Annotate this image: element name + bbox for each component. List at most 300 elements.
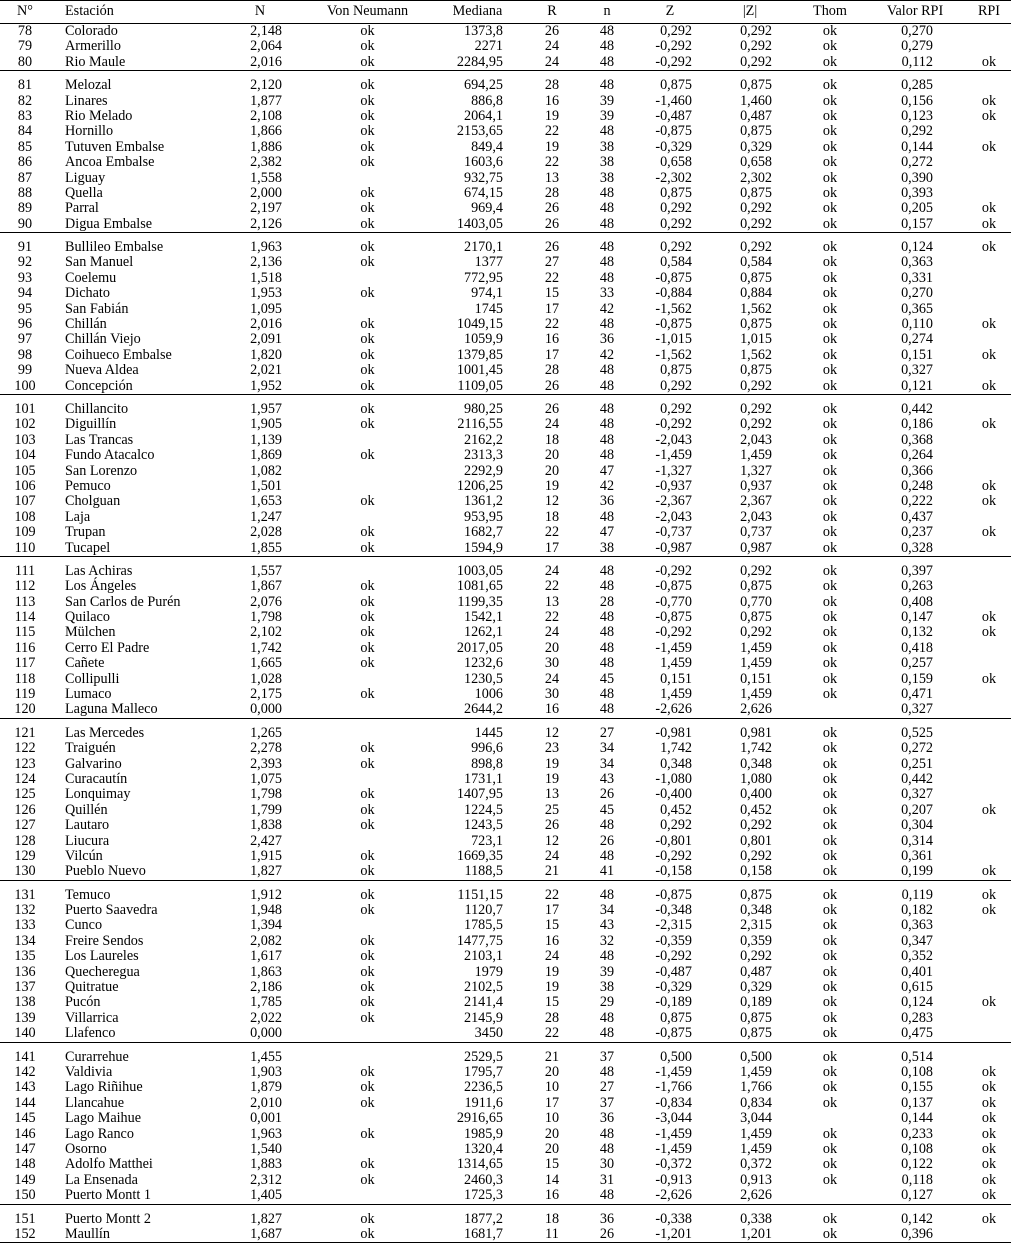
station-name: Tutuven Embalse [65,138,165,155]
station-number: 92 [17,254,33,271]
rpi-flag: ok [981,1140,997,1157]
z-value: -0,359 [655,932,692,949]
n-count: 43 [599,770,615,787]
station-name: Lautaro [65,817,110,834]
n-count: 48 [599,431,615,448]
rpi-flag: ok [981,239,997,256]
rpi-value: 0,361 [901,847,933,864]
thom-value: ok [822,1064,838,1080]
median-value: 2292,9 [463,462,503,479]
median-value: 2017,05 [456,639,503,656]
n-count: 48 [599,609,615,626]
station-number: 82 [17,92,33,109]
median-value: 1049,15 [456,316,503,333]
station-number: 112 [14,578,36,595]
rpi-value: 0,124 [901,994,933,1011]
station-number: 152 [14,1225,36,1242]
n-count: 48 [599,123,615,140]
table-row [0,641,1011,656]
table-row [0,610,1011,625]
r-value: 30 [544,686,560,703]
n-value: 1,869 [250,447,282,464]
station-name: Galvarino [65,755,122,772]
n-count: 48 [599,948,615,965]
station-group [0,233,1011,395]
rpi-flag: ok [981,1171,997,1188]
station-name: Cañete [65,655,105,672]
col-abs-z-header: |Z| [742,3,758,19]
table-row [0,965,1011,980]
table-row [0,78,1011,93]
n-count: 48 [599,38,615,55]
col-estacion-header: Estación [65,3,114,19]
abs-z-value: 1,459 [740,686,772,703]
n-count: 34 [599,755,615,772]
thom-value: ok [822,670,838,687]
rpi-value: 0,327 [901,701,933,718]
rpi-value: 0,270 [901,285,933,302]
median-value: 3450 [474,1025,503,1042]
abs-z-value: 0,372 [740,1156,772,1173]
von-neumann-value: ok [360,239,375,256]
station-number: 150 [14,1187,36,1204]
z-value: 0,292 [660,817,692,834]
r-value: 21 [544,1048,560,1065]
z-value: -0,875 [655,316,692,333]
z-value: -1,327 [655,462,692,479]
table-row [0,240,1011,255]
z-value: -0,987 [655,539,692,556]
median-value: 1361,2 [463,493,503,510]
median-value: 1445 [474,724,503,741]
station-name: Digua Embalse [65,215,153,232]
rpi-flag: ok [981,524,997,541]
rpi-value: 0,159 [901,670,933,687]
thom-value: ok [822,1171,838,1188]
station-name: Pueblo Nuevo [65,863,146,880]
group-divider [0,557,1011,564]
von-neumann-value: ok [360,346,375,363]
station-name: Valdivia [65,1064,113,1080]
z-value: -1,459 [655,1125,692,1142]
n-count: 48 [599,400,615,417]
abs-z-value: 1,015 [740,331,772,348]
station-name: Curarrehue [65,1048,129,1065]
abs-z-value: 2,315 [740,917,772,934]
group-divider [0,719,1011,726]
rpi-value: 0,233 [901,1125,933,1142]
z-value: -0,292 [655,948,692,965]
abs-z-value: 0,770 [740,593,772,610]
abs-z-value: 0,452 [740,801,772,818]
n-value: 1,827 [250,863,282,880]
n-count: 31 [599,1171,615,1188]
rpi-value: 0,352 [901,948,933,965]
station-number: 90 [17,215,33,232]
z-value: 0,875 [660,362,692,379]
n-value: 1,866 [250,123,282,140]
median-value: 2271 [474,38,503,55]
n-value: 1,867 [250,578,282,595]
n-count: 30 [599,1156,615,1173]
thom-value: ok [822,1048,838,1065]
median-value: 980,25 [463,400,503,417]
table-row [0,702,1011,718]
abs-z-value: 3,044 [740,1110,772,1127]
n-value: 1,540 [250,1140,282,1157]
von-neumann-value: ok [360,624,375,641]
rpi-value: 0,144 [901,138,933,155]
rpi-value: 0,314 [901,832,933,849]
r-value: 18 [544,431,560,448]
rpi-value: 0,142 [901,1210,933,1227]
n-value: 1,963 [250,1125,282,1142]
station-number: 131 [14,886,36,903]
rpi-flag: ok [981,1156,997,1173]
z-value: 0,292 [660,400,692,417]
station-number: 107 [14,493,36,510]
von-neumann-value: ok [360,817,375,834]
z-value: -0,292 [655,847,692,864]
rpi-value: 0,471 [901,686,933,703]
n-count: 48 [599,847,615,864]
r-value: 25 [544,801,560,818]
abs-z-value: 1,459 [740,639,772,656]
n-count: 33 [599,285,615,302]
thom-value: ok [822,254,838,271]
n-count: 36 [599,331,615,348]
von-neumann-value: ok [360,107,375,124]
thom-value: ok [822,886,838,903]
table-row [0,379,1011,395]
abs-z-value: 0,801 [740,832,772,849]
station-number: 80 [17,53,33,70]
table-row [0,995,1011,1010]
abs-z-value: 0,292 [740,23,772,39]
z-value: -3,044 [655,1110,692,1127]
station-number: 114 [14,609,36,626]
r-value: 10 [544,1110,560,1127]
thom-value: ok [822,77,838,94]
table-row [0,255,1011,270]
n-value: 0,000 [250,701,282,718]
r-value: 27 [544,254,560,271]
rpi-value: 0,368 [901,431,933,448]
table-row [0,656,1011,671]
n-count: 38 [599,138,615,155]
thom-value: ok [822,1079,838,1096]
thom-value: ok [822,539,838,556]
abs-z-value: 1,562 [740,346,772,363]
median-value: 1373,8 [463,23,503,39]
rpi-value: 0,285 [901,77,933,94]
table-row [0,402,1011,417]
abs-z-value: 0,329 [740,138,772,155]
median-value: 2103,1 [463,948,503,965]
z-value: 0,875 [660,1009,692,1026]
rpi-value: 0,363 [901,917,933,934]
station-number: 134 [14,932,36,949]
station-group [0,395,1011,557]
n-value: 1,957 [250,400,282,417]
z-value: 0,292 [660,239,692,256]
r-value: 17 [544,539,560,556]
station-name: Diguillín [65,416,117,433]
z-value: -0,338 [655,1210,692,1227]
thom-value: ok [822,239,838,256]
rpi-value: 0,207 [901,801,933,818]
n-count: 48 [599,1009,615,1026]
station-name: Dichato [65,285,110,302]
thom-value: ok [822,169,838,186]
n-count: 26 [599,832,615,849]
median-value: 1407,95 [456,786,503,803]
station-number: 110 [14,539,36,556]
von-neumann-value: ok [360,740,375,757]
n-value: 2,120 [250,77,282,94]
von-neumann-value: ok [360,38,375,55]
rpi-flag: ok [981,92,997,109]
n-count: 48 [599,1125,615,1142]
station-number: 103 [14,431,36,448]
abs-z-value: 0,875 [740,1025,772,1042]
median-value: 694,25 [463,77,503,94]
n-value: 2,021 [250,362,282,379]
rpi-flag: ok [981,477,997,494]
rpi-value: 0,110 [901,316,933,333]
abs-z-value: 0,189 [740,994,772,1011]
table-row [0,448,1011,463]
station-number: 102 [14,416,36,433]
station-name: Cerro El Padre [65,639,150,656]
n-value: 2,082 [250,932,282,949]
table-row [0,888,1011,903]
median-value: 2170,1 [463,239,503,256]
r-value: 18 [544,1210,560,1227]
table-row [0,479,1011,494]
n-count: 48 [599,562,615,579]
rpi-value: 0,144 [901,1110,933,1127]
rpi-value: 0,363 [901,254,933,271]
median-value: 1911,6 [464,1094,503,1111]
rpi-value: 0,304 [901,817,933,834]
n-value: 1,665 [250,655,282,672]
station-number: 85 [17,138,33,155]
rpi-value: 0,119 [901,886,933,903]
thom-value: ok [822,362,838,379]
n-value: 0,000 [250,1025,282,1042]
von-neumann-value: ok [360,593,375,610]
n-count: 48 [599,817,615,834]
rpi-value: 0,365 [901,300,933,317]
median-value: 1230,5 [463,670,503,687]
von-neumann-value: ok [360,902,375,919]
abs-z-value: 0,875 [740,123,772,140]
median-value: 2064,1 [463,107,503,124]
z-value: -1,562 [655,300,692,317]
n-value: 2,382 [250,154,282,171]
station-number: 78 [17,23,33,39]
station-number: 117 [14,655,36,672]
n-count: 27 [599,1079,615,1096]
median-value: 1603,6 [463,154,503,171]
n-count: 36 [599,1110,615,1127]
station-number: 93 [17,269,33,286]
n-value: 1,617 [250,948,282,965]
median-value: 1795,7 [463,1064,503,1080]
station-number: 121 [14,724,36,741]
z-value: -0,884 [655,285,692,302]
abs-z-value: 0,875 [740,578,772,595]
r-value: 22 [544,316,560,333]
station-number: 106 [14,477,36,494]
station-name: San Manuel [65,254,134,271]
station-number: 145 [14,1110,36,1127]
r-value: 28 [544,1009,560,1026]
n-value: 1,653 [250,493,282,510]
r-value: 28 [544,362,560,379]
table-row [0,849,1011,864]
station-name: Quecheregua [65,963,140,980]
station-number: 144 [14,1094,36,1111]
r-value: 16 [544,932,560,949]
z-value: -0,292 [655,624,692,641]
station-name: Trupan [65,524,106,541]
abs-z-value: 1,460 [740,92,772,109]
abs-z-value: 0,292 [740,416,772,433]
rpi-value: 0,137 [901,1094,933,1111]
r-value: 20 [544,1064,560,1080]
n-value: 1,877 [250,92,282,109]
r-value: 19 [544,477,560,494]
r-value: 22 [544,578,560,595]
z-value: 1,742 [660,740,692,757]
r-value: 18 [544,508,560,525]
n-count: 48 [599,316,615,333]
station-name: Quillén [65,801,108,818]
median-value: 1199,35 [457,593,503,610]
station-name: Chillán Viejo [65,331,141,348]
rpi-value: 0,393 [901,184,933,201]
median-value: 1877,2 [463,1210,503,1227]
n-count: 38 [599,169,615,186]
table-row [0,171,1011,186]
table-row [0,317,1011,332]
table-row [0,787,1011,802]
n-count: 39 [599,92,615,109]
median-value: 1669,35 [456,847,503,864]
r-value: 15 [544,285,560,302]
rpi-flag: ok [981,863,997,880]
rpi-flag: ok [981,670,997,687]
z-value: -0,189 [655,994,692,1011]
table-row [0,1212,1011,1227]
r-value: 10 [544,1079,560,1096]
von-neumann-value: ok [360,1125,375,1142]
r-value: 20 [544,447,560,464]
thom-value: ok [822,1009,838,1026]
rpi-value: 0,272 [901,154,933,171]
station-group [0,24,1011,71]
z-value: -1,080 [655,770,692,787]
z-value: -0,348 [655,902,692,919]
abs-z-value: 2,043 [740,431,772,448]
station-number: 147 [14,1140,36,1157]
von-neumann-value: ok [360,416,375,433]
rpi-value: 0,132 [901,624,933,641]
table-row [0,155,1011,170]
station-number: 141 [14,1048,36,1065]
n-count: 34 [599,740,615,757]
r-value: 15 [544,1156,560,1173]
station-group [0,71,1011,233]
von-neumann-value: ok [360,123,375,140]
rpi-value: 0,263 [901,578,933,595]
station-name: Villarrica [65,1009,119,1026]
station-number: 140 [14,1025,36,1042]
median-value: 996,6 [471,740,503,757]
thom-value: ok [822,184,838,201]
rpi-flag: ok [981,1064,997,1080]
abs-z-value: 1,459 [740,1140,772,1157]
n-value: 1,952 [250,377,282,394]
thom-value: ok [822,508,838,525]
n-value: 1,953 [250,285,282,302]
n-value: 1,075 [250,770,282,787]
abs-z-value: 1,459 [740,1125,772,1142]
von-neumann-value: ok [360,23,375,39]
von-neumann-value: ok [360,1009,375,1026]
z-value: -2,043 [655,508,692,525]
station-number: 84 [17,123,33,140]
thom-value: ok [822,917,838,934]
median-value: 2284,95 [456,53,503,70]
table-row [0,672,1011,687]
group-divider [0,1205,1011,1212]
median-value: 1403,05 [456,215,503,232]
median-value: 1979 [474,963,503,980]
station-name: Osorno [65,1140,107,1157]
n-value: 1,827 [250,1210,282,1227]
station-name: Rio Maule [65,53,126,70]
rpi-value: 0,157 [901,215,933,232]
abs-z-value: 0,292 [740,624,772,641]
n-count: 48 [599,701,615,718]
table-row [0,903,1011,918]
station-number: 104 [14,447,36,464]
median-value: 1151,15 [457,886,503,903]
table-row [0,1127,1011,1142]
n-count: 48 [599,508,615,525]
von-neumann-value: ok [360,1210,375,1227]
abs-z-value: 0,884 [740,285,772,302]
r-value: 17 [544,902,560,919]
n-value: 1,883 [250,1156,282,1173]
rpi-flag: ok [981,316,997,333]
thom-value: ok [822,38,838,55]
median-value: 1542,1 [463,609,503,626]
median-value: 1785,5 [463,917,503,934]
z-value: 0,500 [660,1048,692,1065]
thom-value: ok [822,948,838,965]
abs-z-value: 0,292 [740,200,772,217]
n-value: 2,175 [250,686,282,703]
von-neumann-value: ok [360,686,375,703]
station-name: Vilcún [65,847,103,864]
table-row [0,918,1011,933]
r-value: 13 [544,786,560,803]
n-value: 2,000 [250,184,282,201]
